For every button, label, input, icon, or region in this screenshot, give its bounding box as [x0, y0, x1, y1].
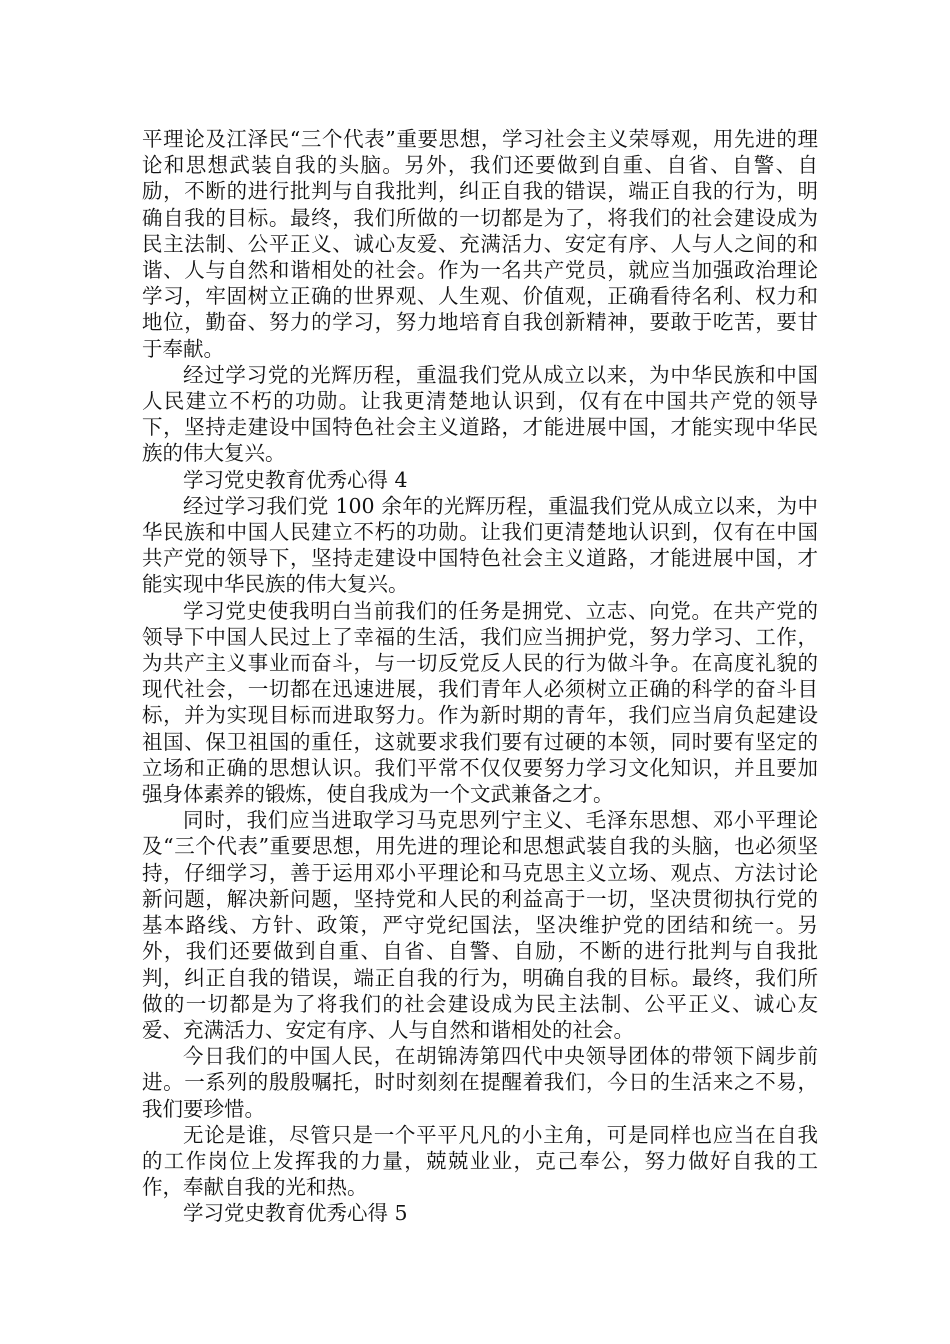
paragraph: 经过学习党的光辉历程，重温我们党从成立以来，为中华民族和中国人民建立不朽的功勋。让我更清楚地认识到，仅有在中国共产党的领导下，坚持走建设中国特色社会主义道路，才能进展中国，才能实现中华民族的伟大复兴。 [142, 362, 818, 466]
paragraph: 学习党史使我明白当前我们的任务是拥党、立志、向党。在共产党的领导下中国人民过上了幸福的生活，我们应当拥护党，努力学习、工作，为共产主义事业而奋斗，与一切反党反人民的行为做斗争。在高度礼貌的现代社会，一切都在迅速进展，我们青年人必须树立正确的科学的奋斗目标，并为实现目标而进取努力。作为新时期的青年，我们应当肩负起建设祖国、保卫祖国的重任，这就要求我们要有过硬的本领，同时要有坚定的立场和正确的思想认识。我们平常不仅仅要努力学习文化知识，并且要加强身体素养的锻炼，使自我成为一个文武兼备之才。 [142, 598, 818, 807]
paragraph: 平理论及江泽民“三个代表”重要思想，学习社会主义荣辱观，用先进的理论和思想武装自我的头脑。另外，我们还要做到自重、自省、自警、自励，不断的进行批判与自我批判，纠正自我的错误，端正自我的行为，明确自我的目标。最终，我们所做的一切都是为了，将我们的社会建设成为民主法制、公平正义、诚心友爱、充满活力、安定有序、人与人之间的和谐、人与自然和谐相处的社会。作为一名共产党员，就应当加强政治理论学习，牢固树立正确的世界观、人生观、价值观，正确看待名利、权力和地位，勤奋、努力的学习，努力地培育自我创新精神，要敢于吃苦，要甘于奉献。 [142, 127, 818, 361]
paragraph: 经过学习我们党 100 余年的光辉历程，重温我们党从成立以来，为中华民族和中国人民建立不朽的功勋。让我们更清楚地认识到，仅有在中国共产党的领导下，坚持走建设中国特色社会主义道路，才能进展中国，才能实现中华民族的伟大复兴。 [142, 493, 818, 597]
paragraph: 无论是谁，尽管只是一个平平凡凡的小主角，可是同样也应当在自我的工作岗位上发挥我的力量，兢兢业业，克己奉公，努力做好自我的工作，奉献自我的光和热。 [142, 1122, 818, 1200]
paragraph: 今日我们的中国人民，在胡锦涛第四代中央领导团体的带领下阔步前进。一系列的殷殷嘱托，时时刻刻在提醒着我们，今日的生活来之不易，我们要珍惜。 [142, 1044, 818, 1121]
document-body [142, 126, 818, 1227]
section-heading: 学习党史教育优秀心得 5 [183, 1201, 408, 1226]
section-heading: 学习党史教育优秀心得 4 [183, 467, 408, 492]
paragraph: 同时，我们应当进取学习马克思列宁主义、毛泽东思想、邓小平理论及“三个代表”重要思想，用先进的理论和思想武装自我的头脑，也必须坚持，仔细学习，善于运用邓小平理论和马克思主义立场、观点、方法讨论新问题，解决新问题，坚持党和人民的利益高于一切，坚决贯彻执行党的基本路线、方针、政策，严守党纪国法，坚决维护党的团结和统一。另外，我们还要做到自重、自省、自警、自励，不断的进行批判与自我批判，纠正自我的错误，端正自我的行为，明确自我的目标。最终，我们所做的一切都是为了将我们的社会建设成为民主法制、公平正义、诚心友爱、充满活力、安定有序、人与自然和谐相处的社会。 [142, 808, 818, 1042]
